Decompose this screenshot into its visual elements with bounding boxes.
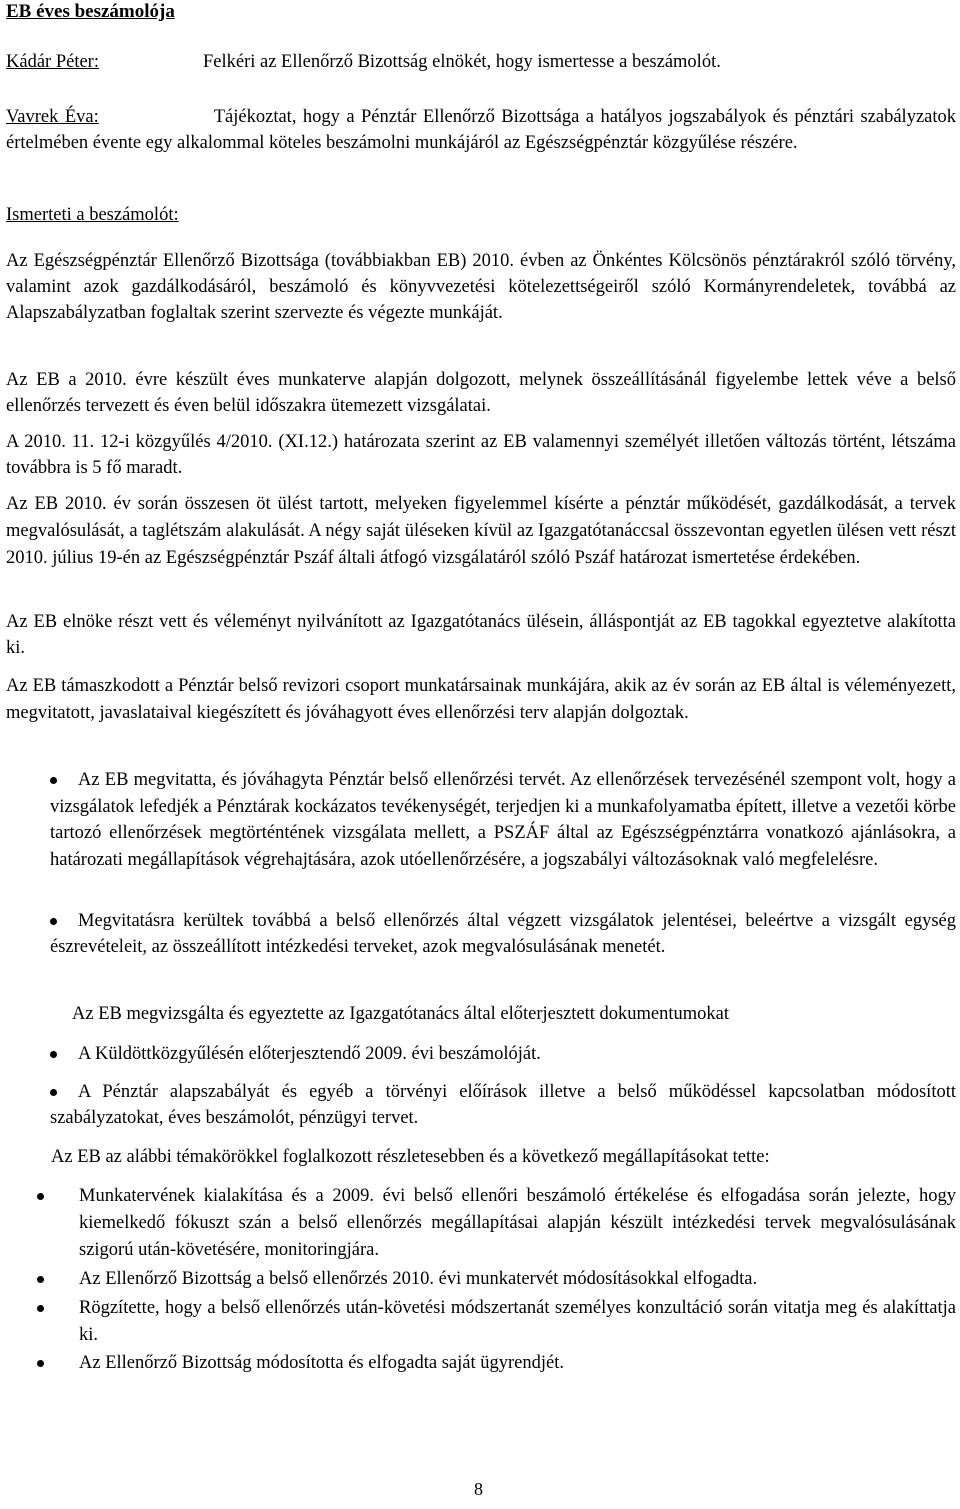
paragraph: A 2010. 11. 12-i közgyűlés 4/2010. (XI.12.) határozata szerint az EB valamennyi személyét illetően változás történt, létszáma továbbra is 5 fő maradt. — [6, 432, 956, 478]
document-title: EB éves beszámolója — [6, 1, 175, 22]
list-item: A Küldöttközgyűlésén előterjesztendő 2009. évi beszámolóját. — [50, 1041, 956, 1067]
speaker-entry-kadar — [6, 49, 956, 75]
list-item: Az EB megvitatta, és jóváhagyta Pénztár belső ellenőrzési tervét. Az ellenőrzések tervezésénél szempont volt, hogy a vizsgálatok lefedjék a Pénztárak kockázatos tevékenységét, terjedjen ki a munkafolyamatba épített, illetve a vezetői körbe tartozó ellenőrzések megtörténtének vizsgálata mellett, a PSZÁF által az Egészségpénztárra vonatkozó ajánlásokra, a határozati megállapítások végrehajtására, azok utóellenőrzésére, a jogszabályi változásoknak való megfelelésre. — [50, 770, 956, 870]
subheading: Az EB az alábbi témakörökkel foglalkozott részletesebben és a következő megállapításokat tette: — [51, 1147, 770, 1167]
bullet-icon — [50, 918, 57, 925]
list-item: A Pénztár alapszabályát és egyéb a törvényi előírások illetve a belső működéssel kapcsolatban módosított szabályzatokat, éves beszámolót, pénzügyi tervet. — [50, 1082, 956, 1128]
list-item: Megvitatásra kerültek továbbá a belső ellenőrzés által végzett vizsgálatok jelentései, beleértve a vizsgált egység észrevételeit, az összeállított intézkedési terveket, azok megvalósulásának menetét. — [50, 911, 956, 957]
bullet-icon — [37, 1193, 44, 1200]
paragraph: Az EB a 2010. évre készült éves munkaterve alapján dolgozott, melynek összeállításánál figyelembe lettek véve a belső ellenőrzés tervezett és éven belül időszakra ütemezett vizsgálatai. — [6, 370, 956, 416]
speaker-text: Felkéri az Ellenőrző Bizottság elnökét, hogy ismertesse a beszámolót. — [202, 52, 721, 72]
bullet-icon — [50, 1051, 57, 1058]
page-number: 8 — [474, 1479, 483, 1499]
subheading: Az EB megvizsgálta és egyeztette az Igazgatótanács által előterjesztett dokumentumokat — [72, 1004, 729, 1024]
paragraph: Az EB elnöke részt vett és véleményt nyilvánított az Igazgatótanács ülésein, álláspontját az EB tagokkal egyeztetve alakította ki. — [6, 612, 956, 658]
list-item: Az Ellenőrző Bizottság a belső ellenőrzés 2010. évi munkatervét módosításokkal elfogadta. — [79, 1266, 956, 1292]
paragraph: Az Egészségpénztár Ellenőrző Bizottsága (továbbiakban EB) 2010. évben az Önkéntes Kölcsönös pénztárakról szóló törvény, valamint azok gazdálkodásáról, beszámoló és könyvvezetési kötelezettségeiről szóló Kormányrendeletek, továbbá az Alapszabályzatban foglaltak szerint szervezte és végezte munkáját. — [6, 251, 956, 323]
bullet-icon — [37, 1305, 44, 1312]
paragraph: Az EB támaszkodott a Pénztár belső revizori csoport munkatársainak munkájára, akik az év során az EB által is véleményezett, megvitatott, javaslataival kiegészített és jóváhagyott éves ellenőrzési terv alapján dolgoztak. — [6, 676, 956, 723]
intro-label: Ismerteti a beszámolót: — [6, 205, 179, 225]
speaker-name: Vavrek Éva: — [6, 107, 99, 127]
speaker-name: Kádár Péter: — [6, 52, 99, 72]
speaker-text: Tájékoztat, hogy a Pénztár Ellenőrző Bizottsága a hatályos jogszabályok és pénztári szabályzatok értelmében évente egy alkalommal köteles beszámolni munkájáról az Egészségpénztár közgyűlése részére. — [6, 107, 957, 153]
bullet-icon — [50, 777, 57, 784]
speaker-entry-vavrek — [6, 104, 956, 156]
bullet-icon — [50, 1089, 57, 1096]
bullet-icon — [37, 1360, 44, 1367]
bullet-icon — [37, 1276, 44, 1283]
paragraph: Az EB 2010. év során összesen öt ülést tartott, melyeken figyelemmel kísérte a pénztár működését, gazdálkodását, a tervek megvalósulását, a taglétszám alakulását. A négy saját üléseken kívül az Igazgatótanáccsal összevontan egyetlen ülésen vett részt 2010. július 19-én az Egészségpénztár Pszáf általi átfogó vizsgálatáról szóló Pszáf határozat ismertetése érdekében. — [6, 494, 956, 568]
list-item: Munkatervének kialakítása és a 2009. évi belső ellenőri beszámoló értékelése és elfogadása során jelezte, hogy kiemelkedő fókuszt szán a belső ellenőrzés megállapításai alapján készült intézkedési tervek megvalósulásának szigorú után-követésére, monitoringjára. — [79, 1183, 956, 1264]
list-item: Rögzítette, hogy a belső ellenőrzés után-követési módszertanát személyes konzultáció során vitatja meg és alakíttatja ki. — [79, 1295, 956, 1349]
list-item: Az Ellenőrző Bizottság módosította és elfogadta saját ügyrendjét. — [79, 1350, 956, 1376]
